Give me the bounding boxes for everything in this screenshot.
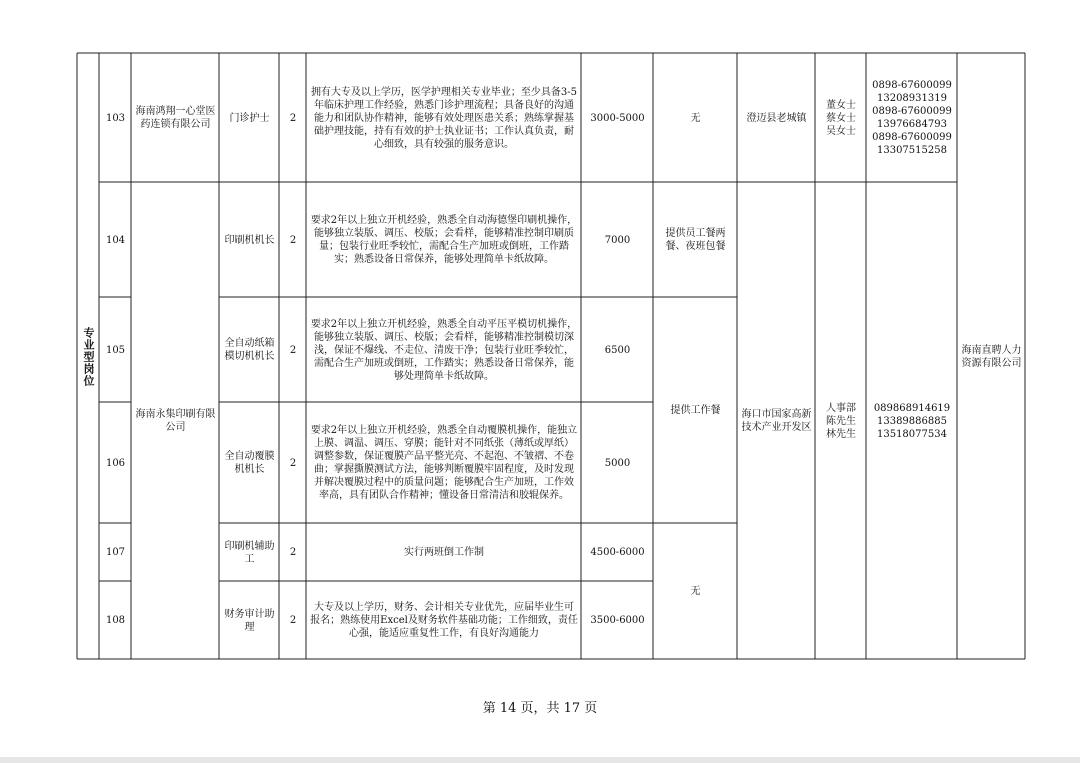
headcount-cell-text: 2 [289,457,297,469]
benefit-cell-text: 无 [690,112,701,124]
row-number-cell-text: 103 [105,112,126,124]
page-bottom-edge [0,757,1080,763]
position-cell [220,524,279,581]
location-cell [738,54,815,182]
contact-cell [816,183,866,659]
salary-cell-text: 3500-6000 [590,615,645,626]
requirement-cell-text: 要求2年以上独立开机经验，熟悉全自动覆膜机操作，能独立上膜、调温、调压、穿膜；能针对不同纸张（薄纸或厚纸）调整参数，保证覆膜产品平整光亮、不起泡、不皱褶、不卷曲；掌握撕膜测试方法，能够判断覆膜牢固程度，及时发现并解决覆膜过程中的质量问题；能够配合生产加班，工作效率高，具有团队合作精神；懂设备日常清洁和胶辊保养。 [310,425,578,501]
benefit-cell-text: 提供员工餐两餐、夜班包餐 [665,228,726,252]
position-cell-text: 印刷机机长 [224,234,275,246]
headcount-cell [280,524,306,581]
requirement-cell-text: 要求2年以上独立开机经验，熟悉全自动平压平模切机操作，能够独立装版、调压、校版；会看样，能够精准控制模切深浅，保证不爆线、不走位、清废干净；包装行业旺季较忙，需配合生产加班或倒班，工作踏实；熟悉设备日常保养，能够处理简单卡纸故障。 [310,318,578,382]
headcount-cell [280,403,306,523]
headcount-cell-text: 2 [289,112,297,124]
requirement-cell-text: 实行两班倒工作制 [404,547,484,558]
headcount-cell [280,298,306,402]
agency-cell-text: 海南直聘人力资源有限公司 [961,344,1022,369]
row-number-cell [100,54,131,182]
salary-cell-text: 3000-5000 [590,112,645,124]
phone-cell-text: 0898-67600099 13208931319 0898-67600099 13976684793 0898-67600099 13307515258 [872,80,952,156]
requirement-cell [307,183,581,297]
requirement-cell-text: 大专及以上学历，财务、会计相关专业优先，应届毕业生可报名；熟练使用Excel及财务软件基础功能；工作细致，责任心强，能适应重复性工作，有良好沟通能力 [310,602,578,639]
position-cell [220,403,279,523]
contact-cell [816,54,866,182]
benefit-cell [654,524,737,659]
row-number-cell-text: 106 [105,457,126,469]
benefit-cell-text: 无 [690,586,701,597]
requirement-cell [307,524,581,581]
location-cell-text: 澄迈县老城镇 [746,112,807,124]
requirement-cell [307,403,581,523]
company-cell [132,54,219,182]
benefit-cell [654,54,737,182]
position-cell-text: 全自动纸箱模切机机长 [224,338,275,362]
row-number-cell [100,298,131,402]
company-cell-text: 海南永集印刷有限公司 [135,409,216,433]
position-cell [220,298,279,402]
agency-cell [958,54,1025,659]
salary-cell-text: 7000 [604,234,631,246]
position-cell [220,582,279,659]
contact-cell-text: 人事部 陈先生 林先生 [826,402,856,440]
position-cell-text: 印刷机辅助工 [224,540,275,565]
row-number-cell-text: 107 [105,547,126,558]
position-cell [220,54,279,182]
row-number-cell [100,183,131,297]
company-cell-text: 海南鸿翔一心堂医药连锁有限公司 [135,106,216,130]
row-number-cell [100,524,131,581]
position-cell [220,183,279,297]
salary-cell [582,403,653,523]
location-cell-text: 海口市国家高新技术产业开发区 [741,409,812,433]
phone-cell [867,183,957,659]
benefit-cell-text: 提供工作餐 [670,405,721,416]
phone-cell-text: 089868914619 13389886885 13518077534 [873,402,951,440]
location-cell [738,183,815,659]
requirement-cell-text: 要求2年以上独立开机经验，熟悉全自动海德堡印刷机操作，能够独立装版、调压、校版；会看样，能够精准控制印刷质量；包装行业旺季较忙，需配合生产加班或倒班，工作踏实；熟悉设备日常保养，能够处理简单卡纸故障。 [310,215,578,265]
category-cell [78,54,99,659]
row-number-cell [100,582,131,659]
phone-cell [867,54,957,182]
requirement-cell-text: 拥有大专及以上学历，医学护理相关专业毕业；至少具备3-5年临床护理工作经验，熟悉门诊护理流程；具备良好的沟通能力和团队协作精神，能够有效处理医患关系；熟练掌握基础护理技能，持有有效的护士执业证书；工作认真负责，耐心细致，具有较强的服务意识。 [310,86,578,150]
salary-cell [582,183,653,297]
salary-cell-text: 6500 [604,344,631,356]
headcount-cell-text: 2 [289,547,297,558]
row-number-cell-text: 104 [105,234,126,246]
position-cell-text: 全自动覆膜机机长 [224,451,275,475]
headcount-cell [280,183,306,297]
salary-cell [582,54,653,182]
headcount-cell [280,54,306,182]
benefit-cell [654,298,737,523]
headcount-cell-text: 2 [289,615,297,626]
salary-cell-text: 4500-6000 [590,547,645,558]
requirement-cell [307,582,581,659]
headcount-cell-text: 2 [289,234,297,246]
benefit-cell [654,183,737,297]
category-cell-text: 专业型岗位 [82,326,95,387]
requirement-cell [307,298,581,402]
position-cell-text: 财务审计助理 [224,608,275,633]
requirement-cell [307,54,581,182]
salary-cell-text: 5000 [604,457,631,469]
salary-cell [582,524,653,581]
salary-cell [582,582,653,659]
salary-cell [582,298,653,402]
company-cell [132,183,219,659]
headcount-cell-text: 2 [289,344,297,356]
row-number-cell-text: 105 [105,344,126,356]
contact-cell-text: 董女士 蔡女士 吴女士 [826,99,856,137]
headcount-cell [280,582,306,659]
position-cell-text: 门诊护士 [229,112,270,124]
row-number-cell-text: 108 [105,615,126,626]
row-number-cell [100,403,131,523]
page-number: 第 14 页，共 17 页 [482,701,598,716]
